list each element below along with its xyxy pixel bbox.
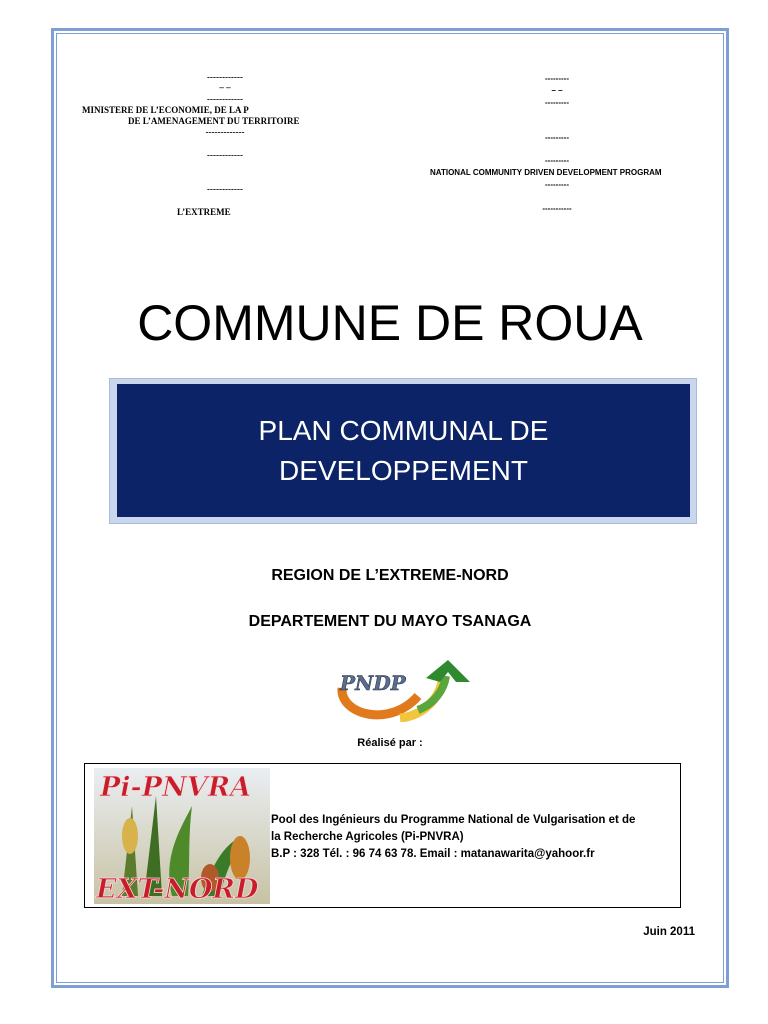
header-left-dashes-2: – –: [219, 82, 231, 92]
header-right-dashes-6: ---------: [545, 180, 569, 189]
banner-line-2: DEVELOPPEMENT: [279, 454, 528, 486]
realise-par-label: Réalisé par :: [357, 737, 423, 749]
header-left-dashes-4: -------------: [205, 127, 245, 137]
program-name: NATIONAL COMMUNITY DRIVEN DEVELOPMENT PROGRAM: [430, 168, 662, 177]
header-right-dashes-4: ---------: [545, 133, 569, 142]
header-left-region: L’EXTREME: [177, 207, 231, 217]
banner-line-1: PLAN COMMUNAL DE: [258, 414, 549, 446]
header-left-dashes-1: ------------: [207, 72, 243, 82]
pool-line-1: Pool des Ingénieurs du Programme National de Vulgarisation et de: [271, 814, 636, 826]
ministry-line-1: MINISTERE DE L’ECONOMIE, DE LA P: [82, 105, 249, 115]
pndp-logo-text: PNDP: [340, 671, 406, 695]
header-left-dashes-5: ------------: [207, 150, 243, 160]
page-title: COMMUNE DE ROUA: [137, 295, 643, 351]
header-left-dashes-6: ------------: [207, 184, 243, 194]
header-right-dashes-5: ---------: [545, 156, 569, 165]
logo-bottom-text: EXT-NORD: [96, 874, 259, 905]
region-heading: REGION DE L’EXTREME-NORD: [271, 567, 509, 584]
pndp-green-arc: [418, 676, 446, 710]
header-left-dashes-3: ------------: [207, 94, 243, 104]
pool-contact: B.P : 328 Tél. : 96 74 63 78. Email : matanawarita@yahoor.fr: [271, 848, 595, 860]
header-right-dashes-3: ---------: [545, 98, 569, 107]
ministry-line-2: DE L’AMENAGEMENT DU TERRITOIRE: [128, 116, 300, 126]
pool-line-2: la Recherche Agricoles (Pi-PNVRA): [271, 831, 464, 843]
logo-sorghum: [122, 818, 138, 854]
department-heading: DEPARTEMENT DU MAYO TSANAGA: [248, 613, 532, 630]
plan-banner: [117, 384, 690, 517]
pool-description: [271, 812, 671, 863]
logo-top-text: Pi-PNVRA: [100, 772, 252, 803]
pndp-logo: [330, 660, 475, 722]
publication-date: Juin 2011: [643, 926, 695, 938]
header-right-dashes-2: – –: [551, 86, 563, 95]
header-right-dashes-7: -----------: [542, 204, 572, 213]
pi-pnvra-logo: [92, 766, 272, 906]
header-right-dashes-1: ---------: [545, 74, 569, 83]
